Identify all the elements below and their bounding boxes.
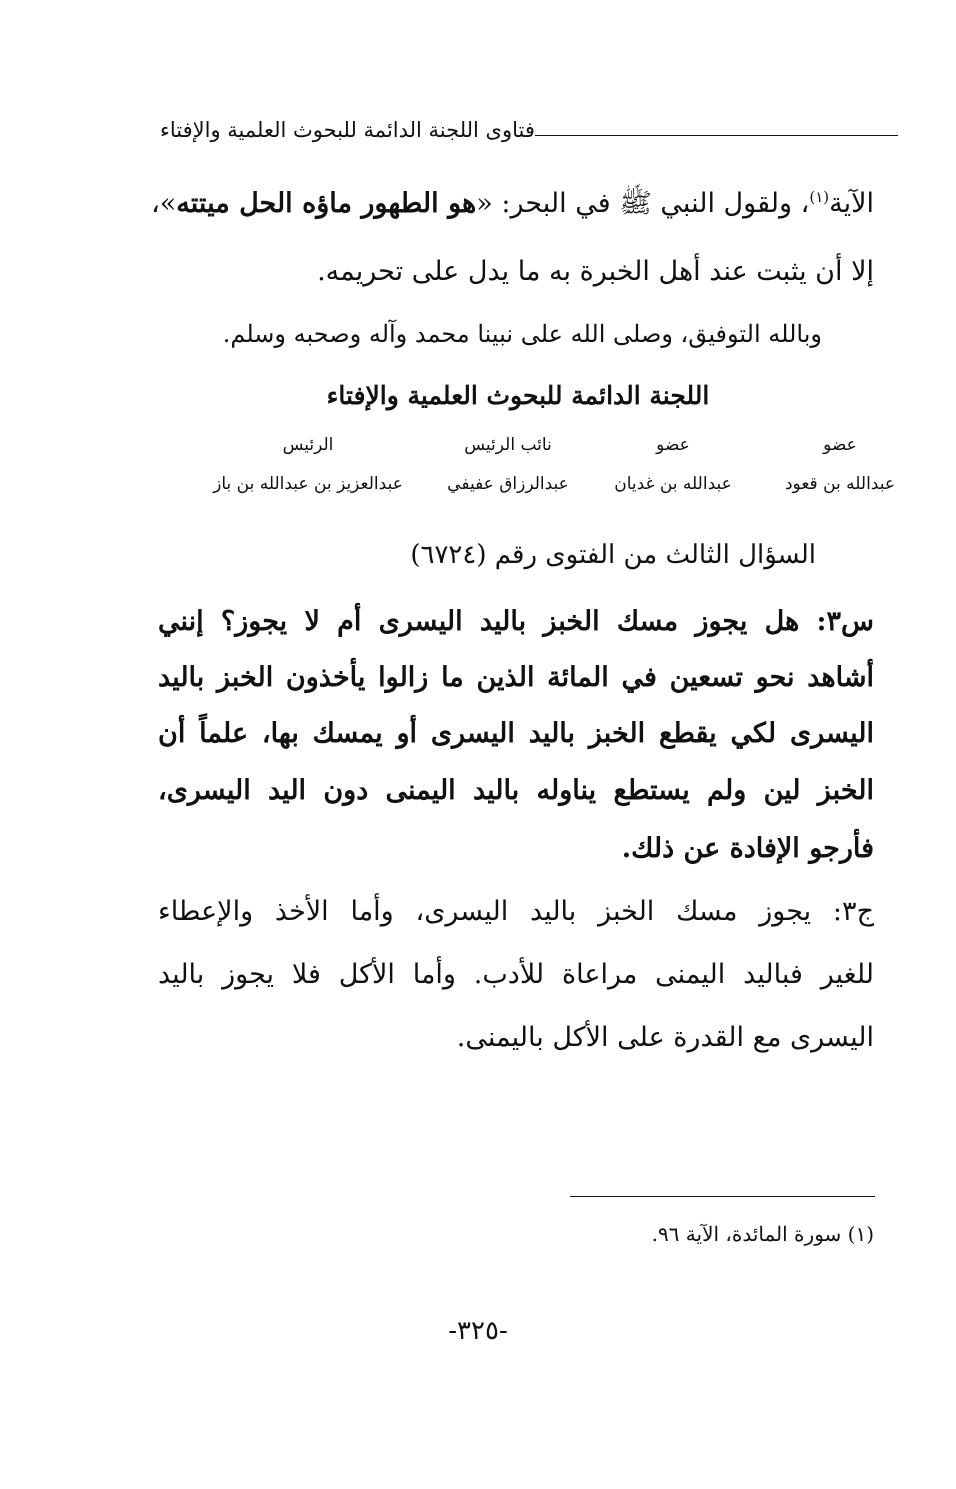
intro-text-mid: ، ولقول النبي ﷺ في البحر: « (476, 188, 810, 219)
question-line-1: س٣: هل يجوز مسك الخبز باليد اليسرى أم لا يجوز؟ إنني (158, 606, 874, 637)
member-role: عضو (656, 435, 690, 455)
member-role: عضو (823, 435, 857, 455)
member-role: نائب الرئيس (464, 435, 552, 455)
running-header (150, 118, 898, 142)
page-number: -٣٢٥- (448, 1316, 508, 1346)
question-line-4: الخبز لين ولم يستطع يناوله باليد اليمنى دون اليد اليسرى، (158, 775, 874, 806)
member-role: الرئيس (282, 435, 334, 455)
closing-text: وبالله التوفيق، وصلى الله على نبينا محمد وآله وصحبه وسلم. (222, 320, 822, 348)
intro-text-end: »، (151, 188, 177, 219)
header-rule (535, 135, 898, 136)
intro-line-1 (151, 186, 874, 226)
footnote-reference: (١) (809, 188, 830, 206)
answer-line-1: ج٣: يجوز مسك الخبز باليد اليسرى، وأما الأخذ والإعطاء (158, 896, 874, 927)
committee-title: اللجنة الدائمة للبحوث العلمية والإفتاء (326, 381, 710, 410)
question-line-5: فأرجو الإفادة عن ذلك. (621, 833, 874, 864)
member-name: عبدالعزيز بن عبدالله بن باز (213, 474, 403, 494)
fatwa-reference: السؤال الثالث من الفتوى رقم (٦٧٢٤) (410, 540, 816, 570)
member-name: عبدالله بن قعود (784, 474, 895, 494)
member-name: عبدالرزاق عفيفي (447, 474, 569, 494)
footnote: (١) سورة المائدة، الآية ٩٦. (651, 1222, 874, 1246)
intro-text-start: الآية (829, 188, 874, 219)
header-title: فتاوى اللجنة الدائمة للبحوث العلمية والإفتاء (160, 118, 535, 142)
answer-line-3: اليسرى مع القدرة على الأكل باليمنى. (456, 1022, 874, 1053)
committee-members (160, 428, 895, 508)
question-line-2: أشاهد نحو تسعين في المائة الذين ما زالوا يأخذون الخبز باليد (158, 662, 874, 693)
member-4 (178, 428, 438, 494)
intro-line-2: إلا أن يثبت عند أهل الخبرة به ما يدل على تحريمه. (317, 256, 874, 287)
answer-line-2: للغير فباليد اليمنى مراعاة للأدب. وأما الأكل فلا يجوز باليد (158, 959, 874, 990)
footnote-divider (570, 1196, 875, 1197)
question-line-3: اليسرى لكي يقطع الخبز باليد اليسرى أو يمسك بها، علماً أن (158, 718, 874, 749)
member-3 (408, 428, 608, 494)
hadith-quote: هو الطهور ماؤه الحل ميتته (176, 188, 477, 219)
member-name: عبدالله بن غديان (614, 474, 732, 494)
